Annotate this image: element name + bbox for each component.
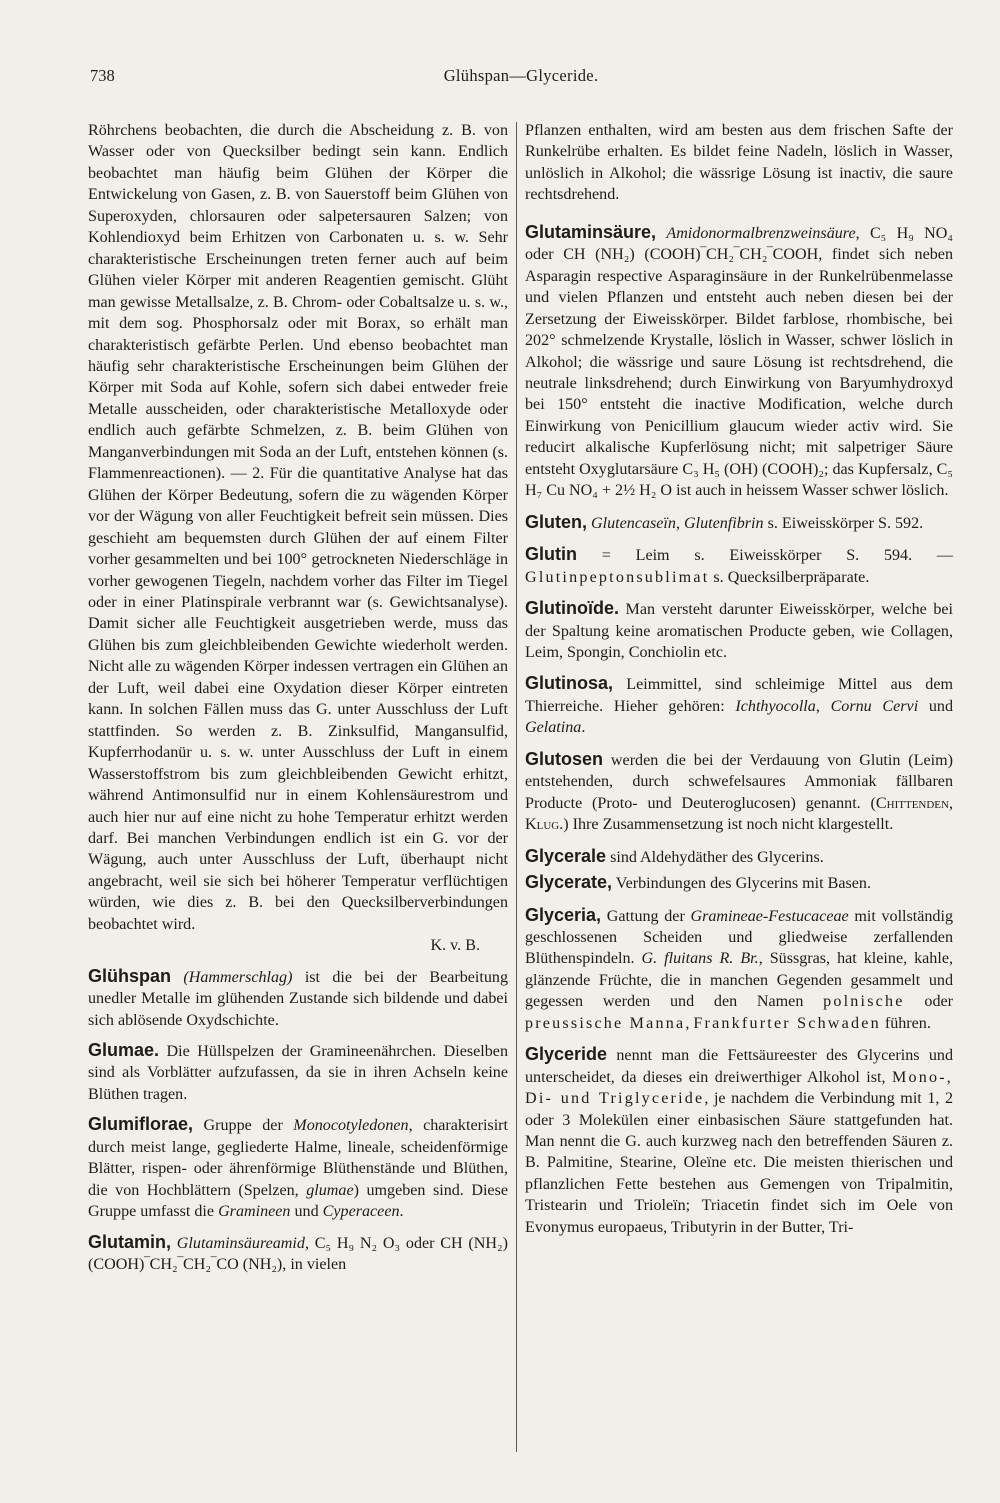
entry-text: mit vollständig geschlossenen Scheiden und gliedweise zerfallenden Blüthenspindeln. [525,907,953,968]
entry-text: , [815,697,831,715]
entry-glycerate [525,872,953,894]
entry-authors: Chittenden, Klug. [525,794,953,834]
entry-text: , je nachdem die Verbindung mit 1, 2 oder 3 Molekülen einer einbasischen Säure stattgefunden hat. Man nennt die G. auch kurzweg nach den betreffenden Säuren z. B. Palmitine, Stearine, Oleïne etc. Die meisten thierischen und pflanzlichen Fette bestehen aus Gemengen von Tripalmitin, Tristearin und Trioleïn; Triacetin findet sich im Oele von Evonymus europaeus, Tributyrin in der Butter, Tri- [525,1090,953,1236]
entry-text: ) umgeben sind. Diese Gruppe umfasst die [88,1181,508,1221]
entry-text: oder [904,993,953,1011]
left-column [88,120,508,1276]
entry-glyceria [525,905,953,1035]
entry-headword: Glutamin, [88,1231,172,1252]
entry-italic: Ichthyocolla [735,697,816,715]
entry-text: werden die bei der Verdauung von Glutin (Leim) entstehenden, durch schwefelsaures Ammoniak fällbaren Producte (Proto- und Deuteroglucosen) genannt. ( [525,751,953,812]
entry-glutinoide [525,598,953,663]
entry-glycerale [525,846,953,868]
entry-headword: Glutinoïde. [525,598,619,619]
entry-glutaminsaeure [525,222,953,502]
entry-italic: Glutencaseïn [591,514,676,532]
entry-text: Verbindungen des Glycerins mit Basen. [612,875,872,893]
entry-spaced-term: preussische Manna [525,1014,686,1032]
entry-formula: , C₅ H₉ N₂ O₃ oder CH (NH₂) (COOH)‾CH₂‾CH₂‾CO (NH₂), in vielen [88,1234,508,1274]
author-signature: K. v. B. [430,937,480,955]
entry-italic: Gelatina [525,719,582,737]
column-divider [516,122,517,1452]
entry-synonym: (Hammerschlag) [183,968,293,986]
entry-glumiflorae [88,1114,508,1222]
entry-headword: Glyceride [525,1044,608,1065]
entry-headword: Glutosen [525,748,604,769]
entry-text: Gattung der [601,907,691,925]
entry-text: sind Aldehydäther des Glycerins. [606,848,824,866]
entry-headword: Glühspan [88,965,172,986]
entry-text: , Süssgras, hat kleine, kahle, glänzende Früchte, die in manchen Gegenden gesammelt und gegessen werden und den Namen [525,950,953,1011]
entry-headword: Glutaminsäure, [525,221,657,242]
entry-glutin [525,544,953,588]
entry-spaced-term: Glutinpeptonsublimat [525,568,710,586]
entry-italic: Gramineen [218,1203,291,1221]
entry-text: Leimmittel, sind schleimige Mittel aus dem Thierreiche. Hieher gehören: [525,676,953,715]
entry-text: ) Ihre Zusammensetzung ist noch nicht klargestellt. [563,816,894,834]
entry-spaced-term: Mono-, Di- und Triglyceride [525,1068,953,1108]
entry-italic: glumae [306,1181,354,1199]
entry-text: , [675,514,684,532]
entry-text: Die Hüllspelzen der Gramineenährchen. Dieselben sind als Vorblätter aufzufassen, da sie in ihren Achseln keine Blüthen tragen. [88,1043,508,1103]
entry-italic: Gramineae-Festucaceae [690,907,849,925]
entry-spaced-term: polnische [823,993,905,1011]
entry-text: Gruppe der [193,1117,294,1135]
entry-text: führen. [880,1014,931,1032]
running-title: Glühspan—Glyceride. [443,66,599,85]
entry-spaced-term: Frankfurter Schwaden [693,1014,881,1032]
entry-headword: Glycerale [525,845,607,866]
right-column [525,120,953,1238]
entry-gluehspan [88,966,508,1031]
entry-text: = Leim s. Eiweisskörper S. 594. — [577,547,953,565]
entry-glutosen [525,749,953,836]
entry-text: , [685,1014,694,1032]
entry-italic: G. fluitans R. Br. [641,950,759,968]
continued-text: Pflanzen enthalten, wird am besten aus dem frischen Safte der Runkelrübe erhalten. Es bildet feine Nadeln, löslich in Wasser, unlöslich in Alkohol; die wässrige Lösung ist inactiv, die saure rechtsdrehend. [525,122,953,204]
entry-italic: Monocotyledonen [293,1117,409,1135]
entry-glutamin [88,1232,508,1276]
entry-glyceride [525,1044,953,1238]
entry-italic: Cyperaceen [322,1203,400,1221]
entry-text: s. Eiweisskörper S. 592. [763,514,924,532]
entry-text: , C₅ H₉ NO₄ oder CH (NH₂) (COOH)‾CH₂‾CH₂‾COOH, findet sich neben Asparagin respective Asparaginsäure in der Runkelrübenmelasse und vielen Pflanzen und entsteht auch neben diesen bei der Zersetzung der Eiweisskörper. Bildet farblose, rhombische, bei 202° schmelzende Krystalle, löslich in Wasser, schwer löslich in Alkohol; die wässrige und saure Lösung ist rechtsdrehend, die neutrale linksdrehend; durch Einwirkung von Baryumhydroxyd bei 150° entsteht die inactive Modification, welche durch Einwirkung von Penicillium glaucum wieder activ wird. Sie reducirt alkalische Kupferlösung nicht; mit salpetriger Säure entsteht Oxyglutarsäure C₃ H₅ (OH) (COOH)₂; das Kupfersalz, C₅ H₇ Cu NO₄ + 2½ H₂ O ist auch in heissem Wasser schwer löslich. [525,224,953,500]
continued-text: Röhrchens beobachten, die durch die Abscheidung z. B. von Wasser oder von Quecksilber bedingt sein kann. Endlich beobachtet man häufig beim Glühen der Körper die Entwickelung von Gasen, z. B. von Sauerstoff beim Glühen von Superoxyden, chlorsauren oder salpetersauren Salzen; von Kohlendioxyd beim Erhitzen von Carbonaten u. s. w. Sehr charakteristische Erscheinungen treten ferner auch auf beim Glühen vieler Körper mit anderen Reagentien gemischt. Glüht man gewisse Metallsalze, z. B. Chrom- oder Cobaltsalze u. s. w., mit dem sog. Phosphorsalz oder mit Borax, so erhält man charakteristisch gefärbte Perlen. Und ebenso beobachtet man häufig sehr charakteristische Erscheinungen beim Glühen der Körper mit Soda auf Kohle, sofern sich dabei entweder freie Metalle ausscheiden, oder charakteristische Metalloxyde oder endlich auch gefärbte Schmelzen, z. B. beim Glühen von Manganverbindungen mit Soda an der Luft, entstehen können (s. Flammenreactionen). — 2. Für die quantitative Analyse hat das Glühen der Körper Bedeutung, sofern die zu wägenden Körper vor der Wägung von aller Feuchtigkeit befreit sein müssen. Dies geschieht am bequemsten durch Glühen der auf einem Filter vorher gesammelten und bei 100° getrockneten Niederschläge in vorher gewogenen Tiegeln, nachdem vorher das Filter im Tiegel oder in einer Platinspirale verbrannt war (s. Gewichtsanalyse). Damit sicher alle Feuchtigkeit ausgetrieben werde, muss das Glühen bis zum gleichbleibenden Gewichte wiederholt werden. Nicht alle zu wägenden Körper indessen vertragen ein Glühen an der Luft, weil dabei eine Oxydation dieser Körper eintreten kann. In solchen Fällen muss das G. unter Ausschluss der Luft stattfinden. So werden z. B. Zinksulfid, Mangansulfid, Kupferrhodanür u. s. w. unter Ausschluss der Luft in einem Wasserstoffstrom bis zum gleichbleibenden Gewicht erhitzt, während Antimonsulfid nur in einem Kohlensäurestrom und auch hier nur auf eine nicht zu hohe Temperatur erhitzt werden darf. Bei manchen Verbindungen endlich ist ein G. vor der Wägung, auch unter Ausschluss der Luft, überhaupt nicht angebracht, weil sie sich bei höherer Temperatur verflüchtigen würden, wie dies z. B. bei den Quecksilberverbindungen beobachtet wird. [88,122,508,933]
entry-italic: Cornu Cervi [830,697,919,715]
entry-text: und [918,697,954,715]
entry-headword: Glumiflorae, [88,1114,194,1135]
entry-text: s. Quecksilberpräparate. [709,568,870,586]
entry-glumae [88,1040,508,1105]
entry-text: nennt man die Fettsäureester des Glycerins und unterscheidet, da dieses ein dreiwerthiger Alkohol ist, [525,1047,953,1086]
entry-headword: Glycerate, [525,872,613,893]
entry-headword: Glyceria, [525,904,602,925]
entry-text: und [290,1203,323,1221]
entry-synonym: Glutaminsäureamid [176,1234,305,1252]
entry-text: . [581,719,586,737]
entry-headword: Gluten, [525,511,587,532]
entry-synonym: Amidonormalbrenzweinsäure [666,224,856,242]
entry-glutinosa [525,673,953,738]
entry-italic: Glutenfibrin [684,514,764,532]
entry-text: . [399,1203,404,1221]
entry-text: ist die bei der Bearbeitung unedler Metalle im glühenden Zustande sich bildende und dabei sich ablösende Oxydschichte. [88,968,508,1029]
entry-headword: Glutinosa, [525,673,614,694]
page-header [90,66,952,90]
entry-headword: Glutin [525,544,577,565]
entry-gluten [525,512,953,534]
entry-text: Man versteht darunter Eiweisskörper, welche bei der Spaltung keine aromatischen Producte geben, wie Collagen, Leim, Spongin, Conchiolin etc. [525,601,953,661]
entry-headword: Glumae. [88,1040,160,1061]
page-number: 738 [90,66,115,85]
entry-text: , charakterisirt durch meist lange, gegliederte Halme, lineale, scheidenförmige Blätter, rispen- oder ährenförmige Blüthenstände und Blüthen, die von Hochblättern (Spelzen, [88,1117,508,1199]
